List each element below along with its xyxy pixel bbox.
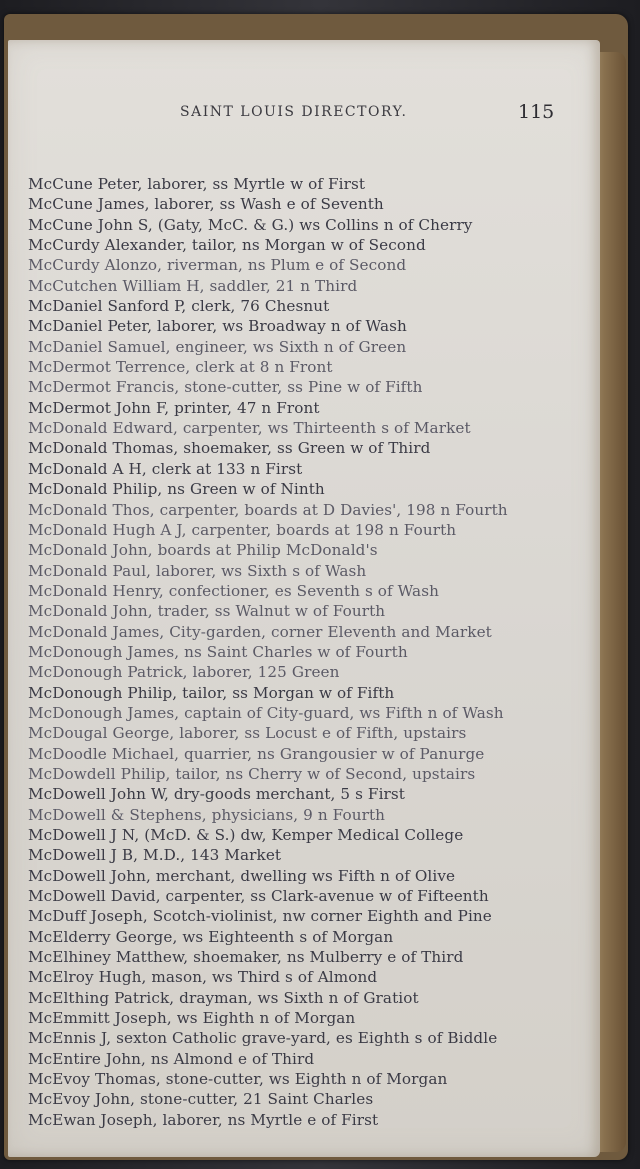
directory-entry: McDaniel Sanford P, clerk, 76 Chesnut: [28, 297, 330, 316]
directory-entry: McEvoy John, stone-cutter, 21 Saint Charles: [28, 1090, 374, 1109]
directory-entry: McEwan Joseph, laborer, ns Myrtle e of First: [28, 1110, 379, 1129]
directory-entry: McDonough Patrick, laborer, 125 Green: [28, 663, 340, 682]
directory-entry: McDowdell Philip, tailor, ns Cherry w of Second, upstairs: [28, 764, 476, 783]
directory-entry: McEnnis J, sexton Catholic grave-yard, es Eighth s of Biddle: [28, 1029, 498, 1048]
directory-entry: McDaniel Samuel, engineer, ws Sixth n of Green: [28, 337, 407, 356]
directory-entry: McDonald John, trader, ss Walnut w of Fourth: [28, 602, 386, 621]
directory-entry: McDonald John, boards at Philip McDonald's: [28, 541, 378, 560]
directory-entry: McDonough James, captain of City-guard, ws Fifth n of Wash: [28, 703, 504, 722]
directory-entry: McDowell J N, (McD. & S.) dw, Kemper Medical College: [28, 826, 464, 844]
directory-entry: McDaniel Peter, laborer, ws Broadway n of Wash: [28, 317, 407, 336]
directory-entry: McDuff Joseph, Scotch-violinist, nw corner Eighth and Pine: [28, 907, 492, 926]
directory-entry: McDowell David, carpenter, ss Clark-avenue w of Fifteenth: [28, 887, 489, 906]
directory-entry: McElhiney Matthew, shoemaker, ns Mulberry e of Third: [28, 948, 464, 967]
directory-entry: McDermot Terrence, clerk at 8 n Front: [28, 358, 333, 377]
directory-entry: McElderry George, ws Eighteenth s of Morgan: [28, 927, 394, 946]
directory-entry: McDonough James, ns Saint Charles w of Fourth: [28, 642, 408, 661]
running-head: SAINT LOUIS DIRECTORY.: [180, 104, 408, 120]
directory-entry: McCurdy Alexander, tailor, ns Morgan w of Second: [28, 236, 426, 255]
directory-entry: McEvoy Thomas, stone-cutter, ws Eighth n of Morgan: [28, 1070, 448, 1089]
directory-entry: McCurdy Alonzo, riverman, ns Plum e of Second: [28, 256, 407, 275]
directory-entry: McDonald Philip, ns Green w of Ninth: [28, 480, 325, 499]
directory-page: [8, 40, 600, 1157]
directory-entry: McCune James, laborer, ss Wash e of Seventh: [28, 195, 384, 214]
directory-entry: McDonald Thos, carpenter, boards at D Davies', 198 n Fourth: [28, 500, 508, 519]
directory-entry: McElthing Patrick, drayman, ws Sixth n of Gratiot: [28, 988, 419, 1007]
directory-entry: McDermot Francis, stone-cutter, ss Pine w of Fifth: [28, 378, 423, 397]
directory-entry: McDonald Paul, laborer, ws Sixth s of Wash: [28, 561, 367, 580]
directory-entry: McElroy Hugh, mason, ws Third s of Almond: [28, 968, 378, 987]
directory-entry: McDonald A H, clerk at 133 n First: [28, 459, 303, 478]
directory-entry: McCune Peter, laborer, ss Myrtle w of First: [28, 175, 366, 193]
directory-entry: McDonald James, City-garden, corner Eleventh and Market: [28, 622, 492, 641]
page-number: 115: [518, 101, 555, 123]
directory-entries: [28, 174, 588, 1130]
directory-entry: McEmmitt Joseph, ws Eighth n of Morgan: [28, 1009, 356, 1028]
directory-entry: McDonough Philip, tailor, ss Morgan w of Fifth: [28, 683, 395, 702]
directory-entry: McDonald Hugh A J, carpenter, boards at 198 n Fourth: [28, 520, 457, 539]
directory-entry: McDonald Thomas, shoemaker, ss Green w of Third: [28, 439, 431, 458]
page-header: [8, 101, 608, 128]
directory-entry: McDoodle Michael, quarrier, ns Grangousier w of Panurge: [28, 744, 485, 763]
directory-entry: McDermot John F, printer, 47 n Front: [28, 398, 320, 417]
directory-entry: McDonald Edward, carpenter, ws Thirteenth s of Market: [28, 419, 471, 438]
directory-entry: McDonald Henry, confectioner, es Seventh s of Wash: [28, 581, 439, 600]
directory-entry: McCutchen William H, saddler, 21 n Third: [28, 276, 358, 295]
directory-entry: McDowell John W, dry-goods merchant, 5 s First: [28, 785, 405, 804]
directory-entry: McDougal George, laborer, ss Locust e of Fifth, upstairs: [28, 724, 467, 743]
directory-entry: McDowell & Stephens, physicians, 9 n Fourth: [28, 805, 386, 824]
directory-entry: McCune John S, (Gaty, McC. & G.) ws Collins n of Cherry: [28, 215, 473, 234]
directory-entry: McEntire John, ns Almond e of Third: [28, 1049, 315, 1068]
directory-entry: McDowell J B, M.D., 143 Market: [28, 846, 282, 865]
directory-entry: McDowell John, merchant, dwelling ws Fifth n of Olive: [28, 866, 456, 885]
